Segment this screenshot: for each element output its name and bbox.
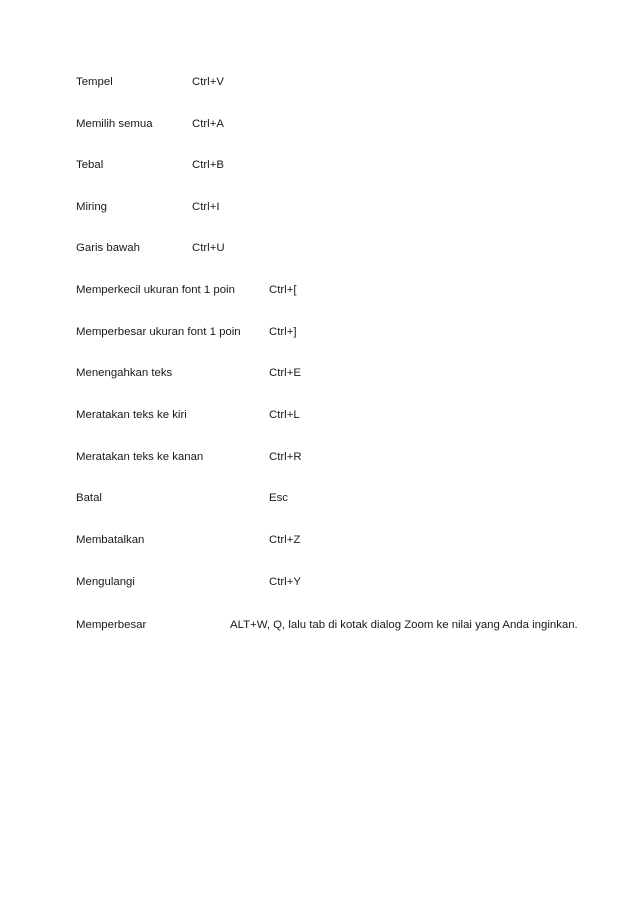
shortcut-label: Memperbesar ukuran font 1 poin <box>76 326 241 338</box>
shortcut-label: Meratakan teks ke kiri <box>76 409 187 421</box>
shortcut-keys: Ctrl+[ <box>269 284 297 296</box>
shortcut-keys: Ctrl+V <box>192 76 224 88</box>
shortcut-keys: Esc <box>269 492 288 504</box>
shortcut-label: Garis bawah <box>76 242 140 254</box>
shortcut-label: Memilih semua <box>76 118 153 130</box>
shortcut-keys: Ctrl+Y <box>269 576 301 588</box>
shortcut-label: Membatalkan <box>76 534 145 546</box>
shortcut-keys: Ctrl+B <box>192 159 224 171</box>
shortcut-label: Tebal <box>76 159 104 171</box>
shortcut-keys: Ctrl+] <box>269 326 297 338</box>
shortcut-label: Mengulangi <box>76 576 135 588</box>
shortcut-label: Menengahkan teks <box>76 367 173 379</box>
shortcut-keys: Ctrl+A <box>192 118 224 130</box>
shortcut-label: Tempel <box>76 76 113 88</box>
shortcut-label: Memperbesar <box>76 619 147 631</box>
shortcut-label: Batal <box>76 492 102 504</box>
shortcut-keys: Ctrl+E <box>269 367 301 379</box>
shortcut-label: Miring <box>76 201 108 213</box>
shortcut-label: Memperkecil ukuran font 1 poin <box>76 284 235 296</box>
shortcut-keys: Ctrl+U <box>192 242 225 254</box>
shortcut-label: Meratakan teks ke kanan <box>76 451 204 463</box>
shortcut-keys: Ctrl+R <box>269 451 302 463</box>
shortcut-keys: Ctrl+L <box>269 409 300 421</box>
shortcut-keys: Ctrl+Z <box>269 534 301 546</box>
shortcut-keys: ALT+W, Q, lalu tab di kotak dialog Zoom ke nilai yang Anda inginkan. <box>230 619 578 631</box>
shortcut-keys: Ctrl+I <box>192 201 220 213</box>
